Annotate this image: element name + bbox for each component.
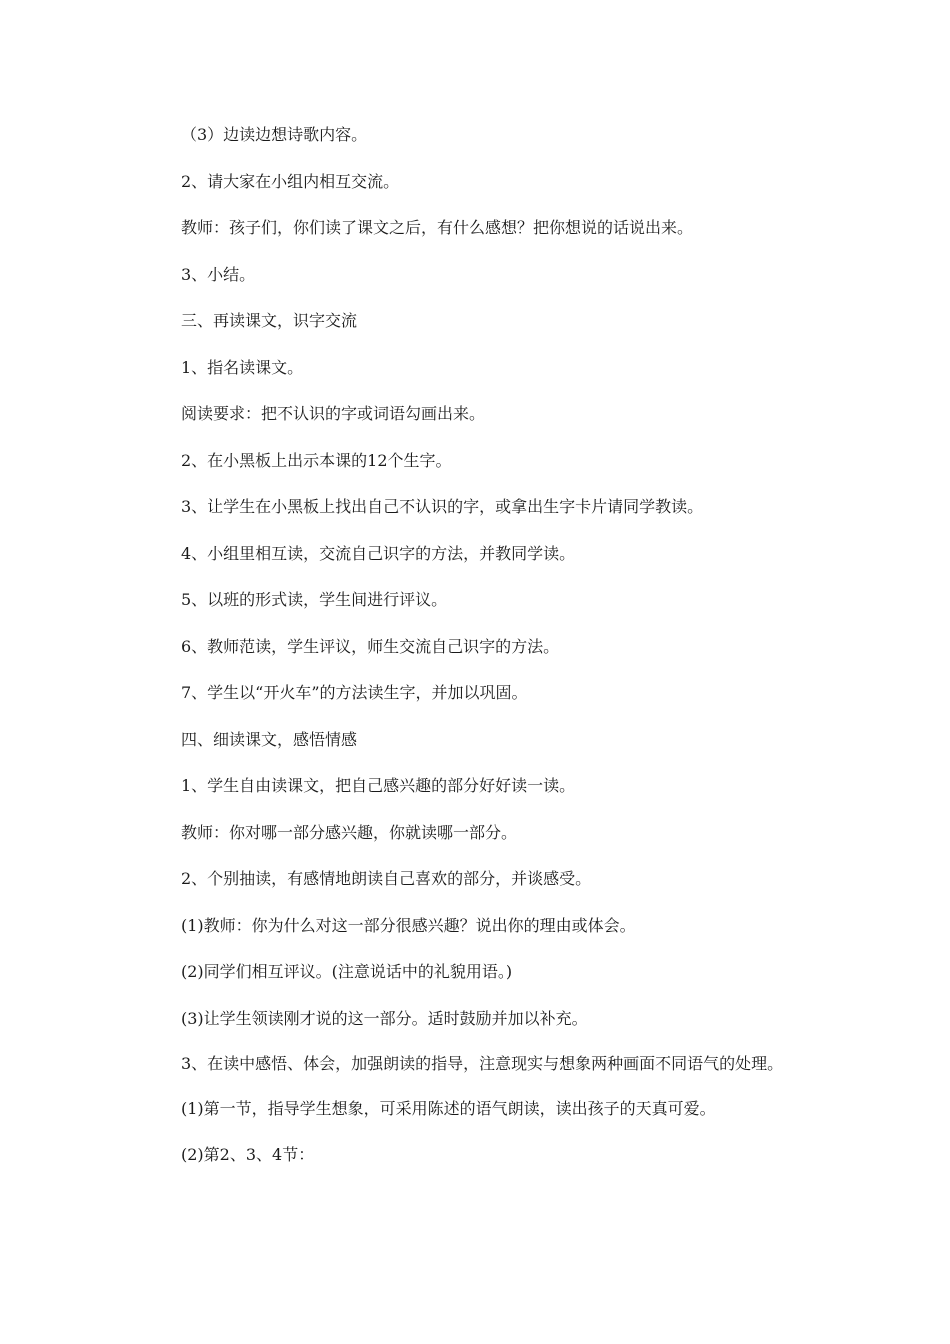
paragraph-17: 2、个别抽读，有感情地朗读自己喜欢的部分，并谈感受。 <box>181 869 592 888</box>
paragraph-21: 3、在读中感悟、体会，加强朗读的指导，注意现实与想象两种画面不同语气的处理。 <box>181 1054 784 1073</box>
paragraph-2: 2、请大家在小组内相互交流。 <box>181 171 400 191</box>
paragraph-1: （3）边读边想诗歌内容。 <box>181 125 368 144</box>
paragraph-15: 1、学生自由读课文，把自己感兴趣的部分好好读一读。 <box>181 776 576 795</box>
paragraph-3: 教师：孩子们，你们读了课文之后，有什么感想？把你想说的话说出来。 <box>181 218 694 237</box>
paragraph-23: (2)第2、3、4节： <box>181 1145 315 1164</box>
paragraph-20: (3)让学生领读刚才说的这一部分。适时鼓励并加以补充。 <box>181 1008 588 1028</box>
document-body <box>145 123 805 1190</box>
paragraph-18: (1)教师：你为什么对这一部分很感兴趣？说出你的理由或体会。 <box>181 915 636 935</box>
paragraph-6: 1、指名读课文。 <box>181 357 304 377</box>
paragraph-7: 阅读要求：把不认识的字或词语勾画出来。 <box>181 404 486 423</box>
paragraph-22: (1)第一节，指导学生想象，可采用陈述的语气朗读，读出孩子的天真可爱。 <box>181 1098 716 1118</box>
section-heading-4: 四、细读课文，感悟情感 <box>181 729 358 749</box>
paragraph-19: (2)同学们相互评议。(注意说话中的礼貌用语。) <box>181 962 513 981</box>
paragraph-8: 2、在小黑板上出示本课的12个生字。 <box>181 450 452 470</box>
paragraph-16: 教师：你对哪一部分感兴趣，你就读哪一部分。 <box>181 822 518 842</box>
paragraph-13: 7、学生以“开火车”的方法读生字，并加以巩固。 <box>181 683 528 702</box>
paragraph-4: 3、小结。 <box>181 264 256 284</box>
paragraph-9: 3、让学生在小黑板上找出自己不认识的字，或拿出生字卡片请同学教读。 <box>181 497 704 516</box>
section-heading-3: 三、再读课文，识字交流 <box>181 311 358 330</box>
paragraph-10: 4、小组里相互读，交流自己识字的方法，并教同学读。 <box>181 543 576 563</box>
paragraph-12: 6、教师范读，学生评议，师生交流自己识字的方法。 <box>181 636 560 656</box>
paragraph-11: 5、以班的形式读，学生间进行评议。 <box>181 590 448 609</box>
